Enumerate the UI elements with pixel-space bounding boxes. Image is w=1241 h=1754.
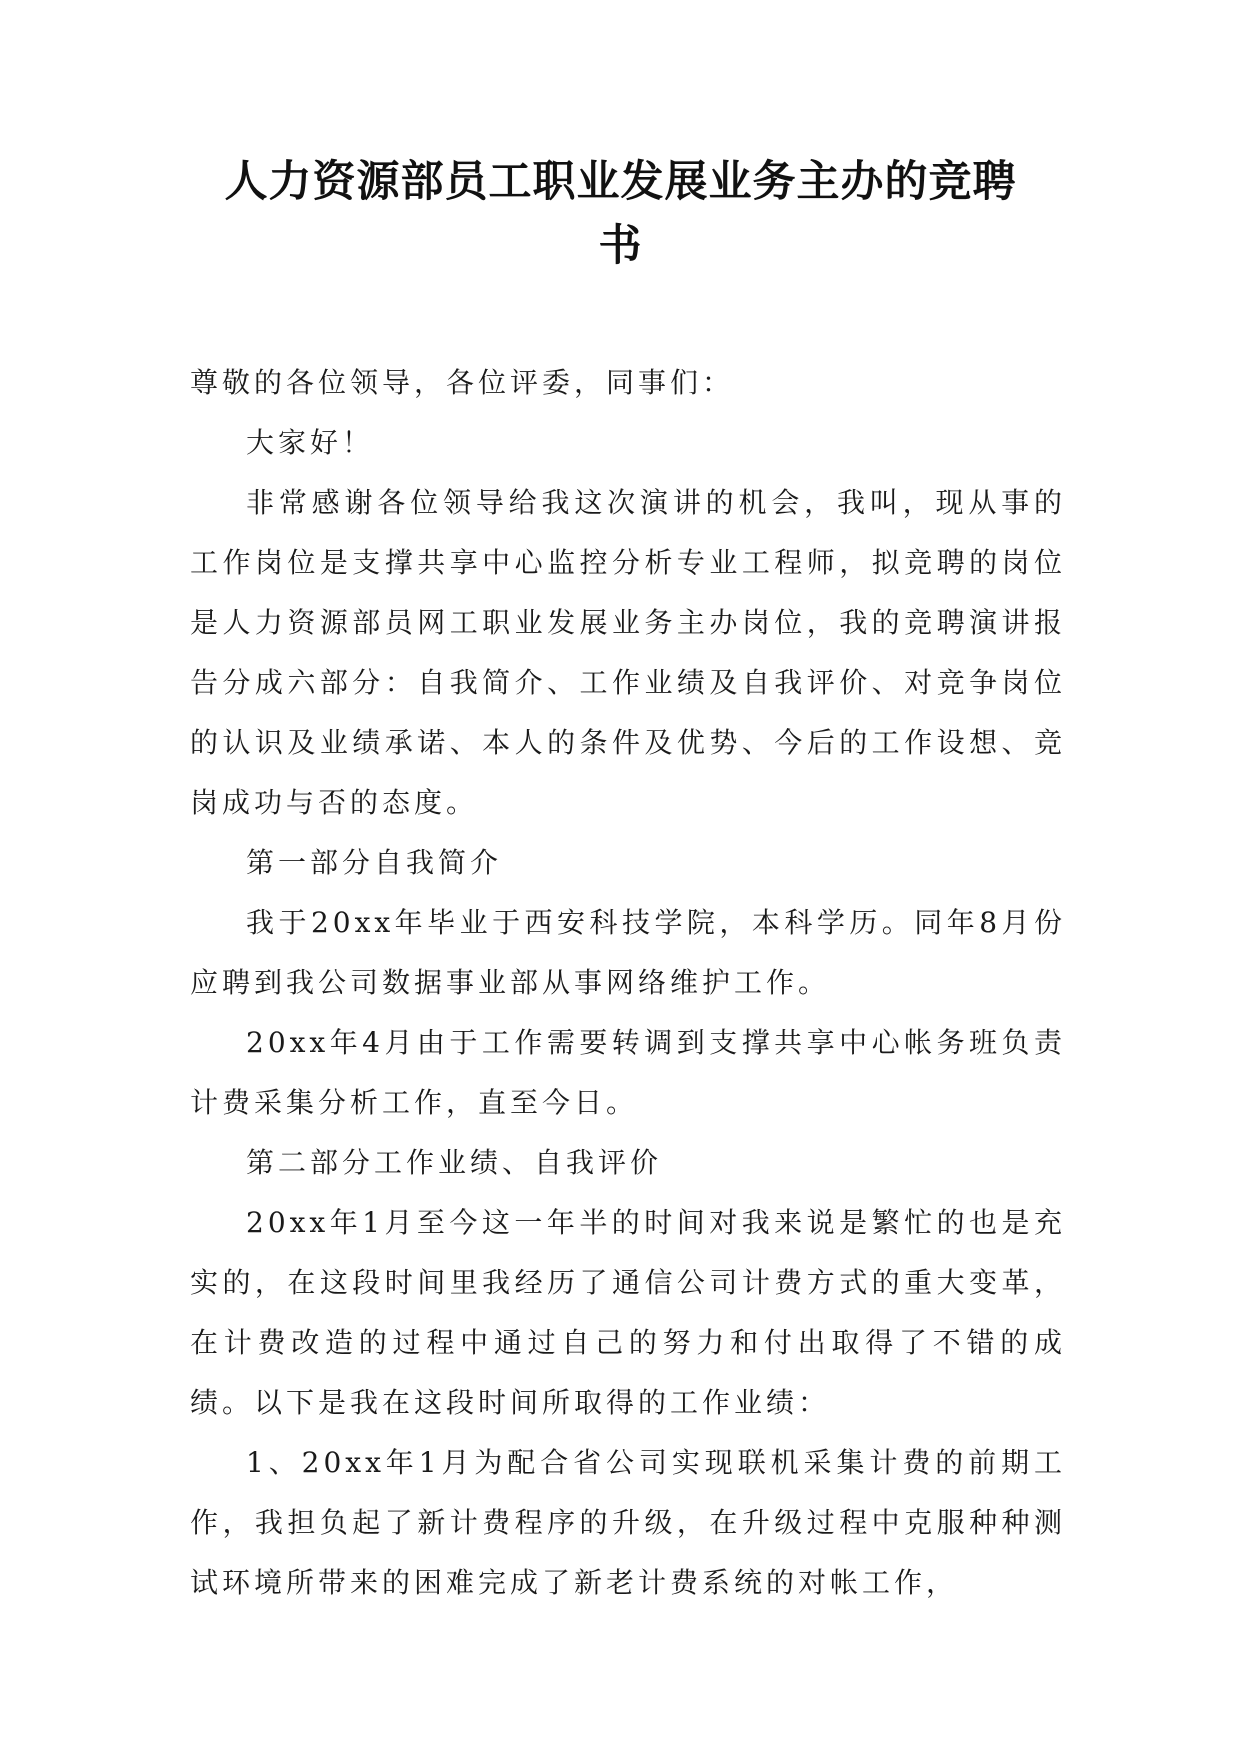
paragraph-transfer: 20xx年4月由于工作需要转调到支撑共享中心帐务班负责计费采集分析工作，直至今日。 xyxy=(190,1026,1066,1119)
document-title xyxy=(150,150,1091,278)
salutation: 尊敬的各位领导，各位评委，同事们： xyxy=(190,366,735,399)
document-body xyxy=(190,353,1066,1613)
paragraph-education: 我于20xx年毕业于西安科技学院，本科学历。同年8月份应聘到我公司数据事业部从事网络维护工作。 xyxy=(190,906,1066,999)
greeting: 大家好！ xyxy=(246,426,375,459)
paragraph-performance: 20xx年1月至今这一年半的时间对我来说是繁忙的也是充实的，在这段时间里我经历了通信公司计费方式的重大变革，在计费改造的过程中通过自己的努力和付出取得了不错的成绩。以下是我在这段时间所取得的工作业绩： xyxy=(190,1206,1066,1419)
title-line-1: 人力资源部员工职业发展业务主办的竞聘 xyxy=(224,157,1017,207)
section-heading-2: 第二部分工作业绩、自我评价 xyxy=(246,1146,663,1179)
title-line-2: 书 xyxy=(598,221,643,271)
section-heading-1: 第一部分自我简介 xyxy=(246,846,503,879)
intro-paragraph: 非常感谢各位领导给我这次演讲的机会，我叫，现从事的工作岗位是支撑共享中心监控分析专业工程师，拟竞聘的岗位是人力资源部员网工职业发展业务主办岗位，我的竞聘演讲报告分成六部分：自我简介、工作业绩及自我评价、对竞争岗位的认识及业绩承诺、本人的条件及优势、今后的工作设想、竞岗成功与否的态度。 xyxy=(190,486,1066,819)
paragraph-item-1: 1、20xx年1月为配合省公司实现联机采集计费的前期工作，我担负起了新计费程序的升级，在升级过程中克服种种测试环境所带来的困难完成了新老计费系统的对帐工作， xyxy=(190,1446,1066,1599)
